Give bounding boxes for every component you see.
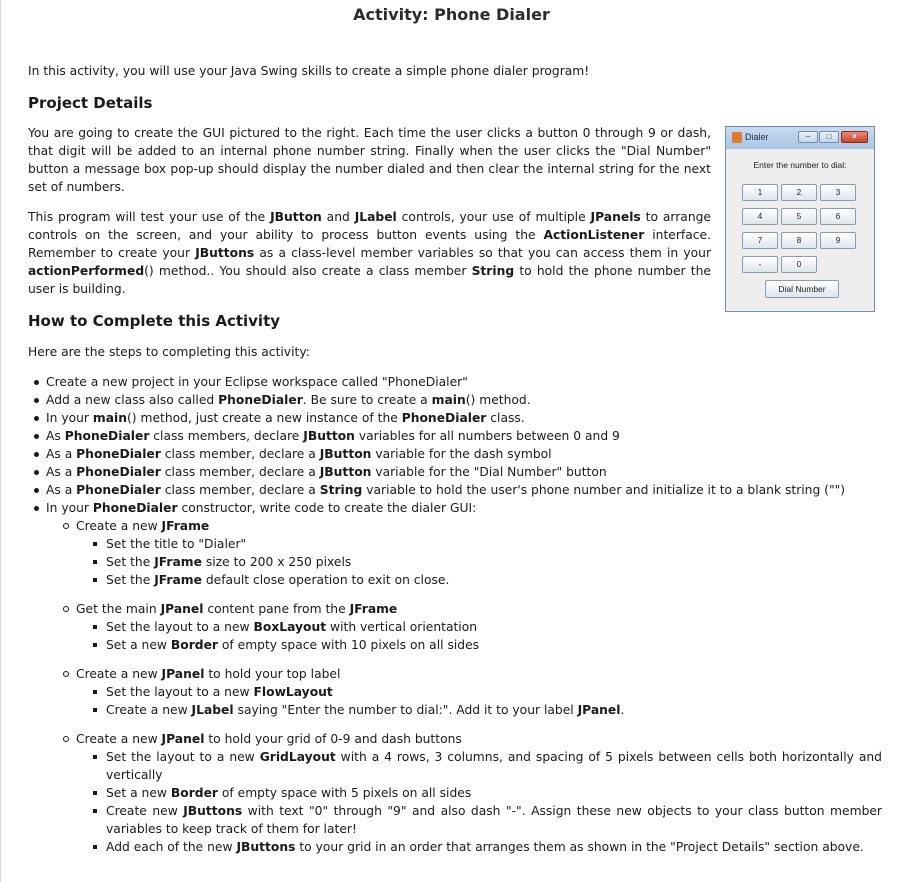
bold-term: JFrame (154, 573, 202, 587)
substep-item (76, 517, 876, 589)
detail-item: Set the title to "Dialer" (106, 535, 882, 553)
step-item (46, 499, 882, 856)
detail-list (106, 618, 882, 654)
project-details-paragraph-1: You are going to create the GUI pictured to the right. Each time the user clicks a button 0 through 9 or dash, that digit will be added to an internal phone number string. Finally when the user clicks the "Dial Number" button a message box pop-up should display the number dialed and then clear the internal string for the next set of numbers. (28, 126, 711, 194)
detail-item: Set the layout to a new BoxLayout with vertical orientation (106, 618, 882, 636)
substep-label: Create a new JPanel to hold your top label (76, 667, 341, 681)
bold-term: JLabel (354, 210, 397, 224)
bold-term: PhoneDialer (76, 483, 161, 497)
bold-term: JButton (270, 210, 322, 224)
detail-list (106, 683, 882, 719)
dialer-key-1: 1 (742, 184, 778, 201)
substep-item (76, 665, 876, 719)
bold-term: JPanels (590, 210, 641, 224)
bold-term: GridLayout (259, 750, 336, 764)
bold-term: JPanel (161, 667, 205, 681)
bold-term: JButton (319, 465, 372, 479)
dialer-key-6: 6 (820, 208, 856, 225)
how-to-intro: Here are the steps to completing this activity: (28, 345, 310, 359)
bold-term: main (92, 411, 127, 425)
project-details-heading: Project Details (28, 94, 153, 112)
dialer-key-4: 4 (742, 208, 778, 225)
dialer-key-3: 3 (820, 184, 856, 201)
bold-term: Border (170, 638, 218, 652)
bold-term: JPanel (577, 703, 621, 717)
substep-label: Create a new JPanel to hold your grid of 0-9 and dash buttons (76, 732, 462, 746)
bold-term: JLabel (191, 703, 234, 717)
bold-term: PhoneDialer (401, 411, 487, 425)
bold-term: PhoneDialer (92, 501, 178, 515)
bold-term: JFrame (349, 602, 398, 616)
bold-term: actionPerformed (28, 264, 145, 278)
bold-term: JPanel (161, 732, 205, 746)
dialer-window-image (725, 126, 875, 312)
detail-item: Create new JButtons with text "0" through "9" and also dash "-". Assign these new objects to your class button member variables to keep track of them for later! (106, 804, 882, 836)
step-item: As a PhoneDialer class member, declare a JButton variable for the "Dial Number" button (46, 463, 876, 481)
bold-term: BoxLayout (253, 620, 327, 634)
dialer-key-0: 0 (781, 256, 817, 273)
detail-list (106, 748, 882, 856)
bold-term: ActionListener (543, 228, 645, 242)
java-logo-icon (732, 132, 742, 143)
bold-term: JPanel (160, 602, 204, 616)
bold-term: JFrame (161, 519, 210, 533)
step-item: Add a new class also called PhoneDialer. Be sure to create a main() method. (46, 391, 876, 409)
substeps-list (76, 517, 882, 856)
dialer-key-9: 9 (820, 232, 856, 249)
dialer-window-title: Dialer (745, 132, 769, 142)
how-to-heading: How to Complete this Activity (28, 312, 281, 330)
steps-list (46, 373, 882, 867)
bold-term: JButtons (236, 840, 296, 854)
bold-term: JButton (303, 429, 355, 443)
bold-term: String (471, 264, 515, 278)
bold-term: JButtons (195, 246, 255, 260)
step-item: As a PhoneDialer class member, declare a String variable to hold the user's phone number and initialize it to a blank string ("") (46, 481, 876, 499)
substep-item (76, 730, 882, 856)
substep-label: Create a new JFrame (76, 519, 210, 533)
step-item-label: In your PhoneDialer constructor, write code to create the dialer GUI: (46, 501, 477, 515)
step-item: In your main() method, just create a new instance of the PhoneDialer class. (46, 409, 876, 427)
detail-item: Create a new JLabel saying "Enter the number to dial:". Add it to your label JPanel. (106, 701, 882, 719)
detail-item: Set a new Border of empty space with 5 pixels on all sides (106, 784, 882, 802)
bold-term: PhoneDialer (76, 465, 161, 479)
intro-paragraph: In this activity, you will use your Java Swing skills to create a simple phone dialer program! (28, 64, 590, 78)
bold-term: String (319, 483, 363, 497)
dialer-key-dash: - (742, 256, 778, 273)
substep-label: Get the main JPanel content pane from the JFrame (76, 602, 398, 616)
step-item: As a PhoneDialer class member, declare a JButton variable for the dash symbol (46, 445, 876, 463)
dialer-titlebar (726, 127, 874, 149)
bold-term: Border (170, 786, 218, 800)
detail-item: Add each of the new JButtons to your grid in an order that arranges them as shown in the "Project Details" section above. (106, 838, 882, 856)
bold-term: PhoneDialer (64, 429, 150, 443)
bold-term: PhoneDialer (76, 447, 161, 461)
bold-term: JButtons (183, 804, 243, 818)
detail-item: Set the layout to a new FlowLayout (106, 683, 882, 701)
minimize-icon: – (798, 131, 818, 143)
bold-term: JButton (319, 447, 372, 461)
dialer-key-2: 2 (781, 184, 817, 201)
dialer-key-7: 7 (742, 232, 778, 249)
detail-list (106, 535, 882, 589)
bold-term: JFrame (154, 555, 202, 569)
bold-term: PhoneDialer (218, 393, 303, 407)
project-details-paragraph-2: This program will test your use of the JButton and JLabel controls, your use of multiple JPanels to arrange controls on the screen, and your ability to process button events using the ActionListener interface. Remember to create your JButtons as a class-level member variables so that you can access them in your actionPerformed() method.. You should also create a class member String to hold the phone number the user is building. (28, 210, 711, 296)
detail-item: Set the layout to a new GridLayout with a 4 rows, 3 columns, and spacing of 5 pixels between cells both horizontally and vertically (106, 750, 882, 782)
close-icon: × (841, 131, 868, 143)
dialer-key-8: 8 (781, 232, 817, 249)
step-item: As PhoneDialer class members, declare JButton variables for all numbers between 0 and 9 (46, 427, 876, 445)
detail-item: Set the JFrame size to 200 x 250 pixels (106, 553, 882, 571)
detail-item: Set a new Border of empty space with 10 pixels on all sides (106, 636, 882, 654)
dial-number-button: Dial Number (765, 280, 839, 298)
substep-item (76, 600, 876, 654)
bold-term: main (431, 393, 466, 407)
dialer-key-5: 5 (781, 208, 817, 225)
maximize-icon: □ (819, 131, 839, 143)
bold-term: FlowLayout (253, 685, 333, 699)
detail-item: Set the JFrame default close operation to exit on close. (106, 571, 882, 589)
step-item: Create a new project in your Eclipse workspace called "PhoneDialer" (46, 373, 876, 391)
page-title: Activity: Phone Dialer (353, 5, 550, 24)
dialer-prompt-label: Enter the number to dial: (753, 160, 847, 170)
